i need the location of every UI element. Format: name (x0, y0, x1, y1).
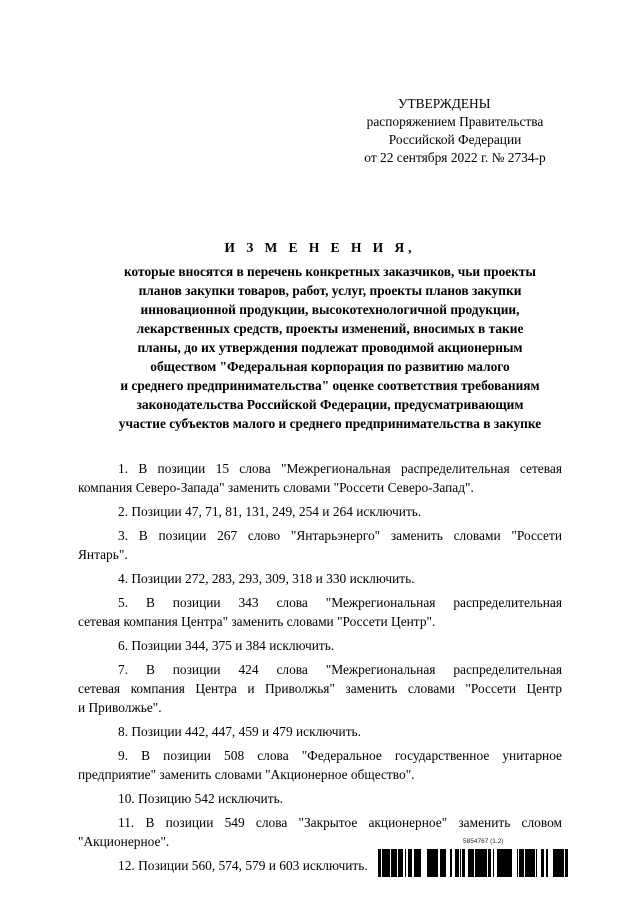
barcode-bar (499, 849, 502, 877)
barcode-image (378, 849, 568, 877)
approval-title: УТВЕРЖДЕНЫ (398, 96, 491, 111)
barcode-bar (471, 849, 473, 877)
approval-line-2: Российской Федерации (388, 132, 522, 147)
barcode-bar (410, 849, 411, 877)
barcode-bar (456, 849, 457, 877)
subtitle-line: инновационной продукции, высокотехнологичной продукции, (140, 302, 520, 317)
barcode-bar (473, 849, 474, 877)
barcode-bar (429, 849, 430, 877)
approval-line-3: от 22 сентября 2022 г. № 2734-р (364, 150, 546, 165)
amendment-item-8 (78, 722, 562, 741)
barcode-bar (543, 849, 544, 877)
barcode-bar (523, 849, 524, 877)
barcode-bar (445, 849, 446, 877)
barcode-bar (480, 849, 482, 877)
barcode-bar (556, 849, 558, 877)
document-code: 5854767 (1.2) (463, 838, 504, 845)
barcode-bar (533, 849, 535, 877)
barcode-bar (563, 849, 564, 877)
barcode-bar (418, 849, 419, 877)
amendment-line: 11. В позиции 549 слова "Закрытое акционерное" заменить словом (118, 815, 562, 830)
amendment-line: "Акционерное". (78, 834, 170, 849)
barcode-bar (526, 849, 528, 877)
barcode-bar (378, 849, 379, 877)
barcode-bar (503, 849, 505, 877)
barcode-bar (408, 849, 410, 877)
barcode-bar (505, 849, 507, 877)
barcode-bar (463, 849, 464, 877)
subtitle-line: законодательства Российской Федерации, предусматривающим (136, 397, 524, 412)
barcode-bar (547, 849, 548, 877)
barcode-bar (382, 849, 384, 877)
barcode-bar (482, 849, 484, 877)
amendment-item-5 (78, 593, 562, 631)
amendment-item-11 (78, 813, 562, 851)
barcode-bar (479, 849, 480, 877)
barcode-bar (398, 849, 399, 877)
barcode-bar (558, 849, 561, 877)
subtitle-line: планов закупки товаров, работ, услуг, проекты планов закупки (138, 283, 522, 298)
barcode-bar (416, 849, 418, 877)
barcode-bar (464, 849, 465, 877)
barcode-bar (475, 849, 476, 877)
barcode-bar (522, 849, 523, 877)
barcode-bar (457, 849, 458, 877)
amendment-line: и Приволжье". (78, 700, 162, 715)
document-subtitle (70, 262, 590, 433)
barcode-bar (450, 849, 451, 877)
barcode-bar (436, 849, 438, 877)
barcode-bar (384, 849, 386, 877)
barcode-bar (419, 849, 421, 877)
subtitle-line: обществом "Федеральная корпорация по развитию малого (150, 359, 510, 374)
barcode-bar (476, 849, 479, 877)
barcode-bar (530, 849, 533, 877)
barcode-bar (555, 849, 556, 877)
amendment-item-6 (78, 636, 562, 655)
barcode-bar (493, 849, 494, 877)
barcode-bar (488, 849, 491, 877)
amendment-line: 10. Позицию 542 исключить. (118, 791, 284, 806)
barcode-bar (528, 849, 529, 877)
barcode-bar (442, 849, 445, 877)
amendment-line: 9. В позиции 508 слова "Федеральное государственное унитарное (118, 748, 562, 763)
amendment-item-4 (78, 569, 562, 588)
barcode-bar (391, 849, 393, 877)
barcode-bar (411, 849, 412, 877)
barcode-bar (509, 849, 511, 877)
amendment-line: 5. В позиции 343 слова "Межрегиональная распределительная (118, 595, 562, 610)
amendment-item-10 (78, 789, 562, 808)
barcode-bar (507, 849, 509, 877)
barcode-bar (462, 849, 463, 877)
barcode-bar (517, 849, 518, 877)
barcode-bar (455, 849, 456, 877)
amendment-line: 8. Позиции 442, 447, 459 и 479 исключить. (118, 724, 361, 739)
amendment-item-9 (78, 746, 562, 784)
barcode-bar (414, 849, 415, 877)
subtitle-line: участие субъектов малого и среднего предпринимательства в закупке (118, 416, 542, 431)
subtitle-line: и среднего предпринимательства" оценке соответствия требованиям (120, 378, 540, 393)
barcode-bar (497, 849, 499, 877)
document-title: И З М Е Н Е Н И Я, (224, 240, 416, 255)
barcode-bar (393, 849, 395, 877)
barcode-bar (431, 849, 434, 877)
barcode-bar (386, 849, 387, 877)
amendment-line: 1. В позиции 15 слова "Межрегиональная распределительная сетевая (118, 461, 562, 476)
barcode-bar (565, 849, 568, 877)
barcode-bar (440, 849, 442, 877)
barcode-bar (561, 849, 563, 877)
barcode-bar (415, 849, 416, 877)
barcode-bar (546, 849, 547, 877)
amendment-item-7 (78, 660, 562, 717)
barcode-bar (525, 849, 526, 877)
amendment-line: 6. Позиции 344, 375 и 384 исключить. (118, 638, 335, 653)
approval-block (330, 95, 580, 167)
amendment-line: сетевая компания Центра и Приволжья" заменить словами "Россети Центр (78, 681, 562, 696)
barcode-bar (458, 849, 459, 877)
amendment-line: 2. Позиции 47, 71, 81, 131, 249, 254 и 264 исключить. (118, 504, 422, 519)
amendment-line: предприятие" заменить словами "Акционерное общество". (78, 767, 415, 782)
amendment-item-1 (78, 459, 562, 497)
barcode-bar (379, 849, 380, 877)
barcode-bar (553, 849, 555, 877)
amendment-line: 12. Позиции 560, 574, 579 и 603 исключить. (118, 858, 368, 873)
barcode-bar (387, 849, 389, 877)
barcode-bar (484, 849, 487, 877)
amendments-list (78, 459, 562, 880)
barcode-bar (529, 849, 530, 877)
barcode-bar (511, 849, 512, 877)
subtitle-line: которые вносятся в перечень конкретных заказчиков, чьи проекты (124, 264, 536, 279)
barcode-bar (401, 849, 403, 877)
barcode-bar (460, 849, 461, 877)
amendment-line: Янтарь". (78, 547, 128, 562)
barcode-bar (380, 849, 381, 877)
barcode-bar (541, 849, 543, 877)
amendment-line: 3. В позиции 267 слово "Янтарьэнерго" заменить словами "Россети (118, 528, 562, 543)
barcode-bar (536, 849, 537, 877)
barcode-bar (399, 849, 401, 877)
subtitle-line: лекарственных средств, проекты изменений, вносимых в такие (136, 321, 524, 336)
subtitle-line: планы, до их утверждения подлежат проводимой акционерным (137, 340, 523, 355)
amendment-line: 4. Позиции 272, 283, 293, 309, 318 и 330 исключить. (118, 571, 415, 586)
barcode-bar (451, 849, 452, 877)
amendment-line: сетевая компания Центра" заменить словами "Россети Центр". (78, 614, 436, 629)
barcode-bar (430, 849, 431, 877)
barcode-bar (521, 849, 522, 877)
amendment-line: 7. В позиции 424 слова "Межрегиональная распределительная (118, 662, 562, 677)
barcode-bar (427, 849, 429, 877)
amendment-line: компания Северо-Запада" заменить словами "Россети Северо-Запад". (78, 480, 474, 495)
barcode-bar (519, 849, 521, 877)
barcode-bar (470, 849, 471, 877)
barcode-bar (395, 849, 397, 877)
barcode-bar (434, 849, 436, 877)
barcode-bar (405, 849, 406, 877)
amendment-item-2 (78, 502, 562, 521)
barcode-bar (468, 849, 470, 877)
approval-line-1: распоряжением Правительства (366, 114, 544, 129)
amendment-item-3 (78, 526, 562, 564)
barcode-bar (389, 849, 390, 877)
barcode-bar (502, 849, 503, 877)
